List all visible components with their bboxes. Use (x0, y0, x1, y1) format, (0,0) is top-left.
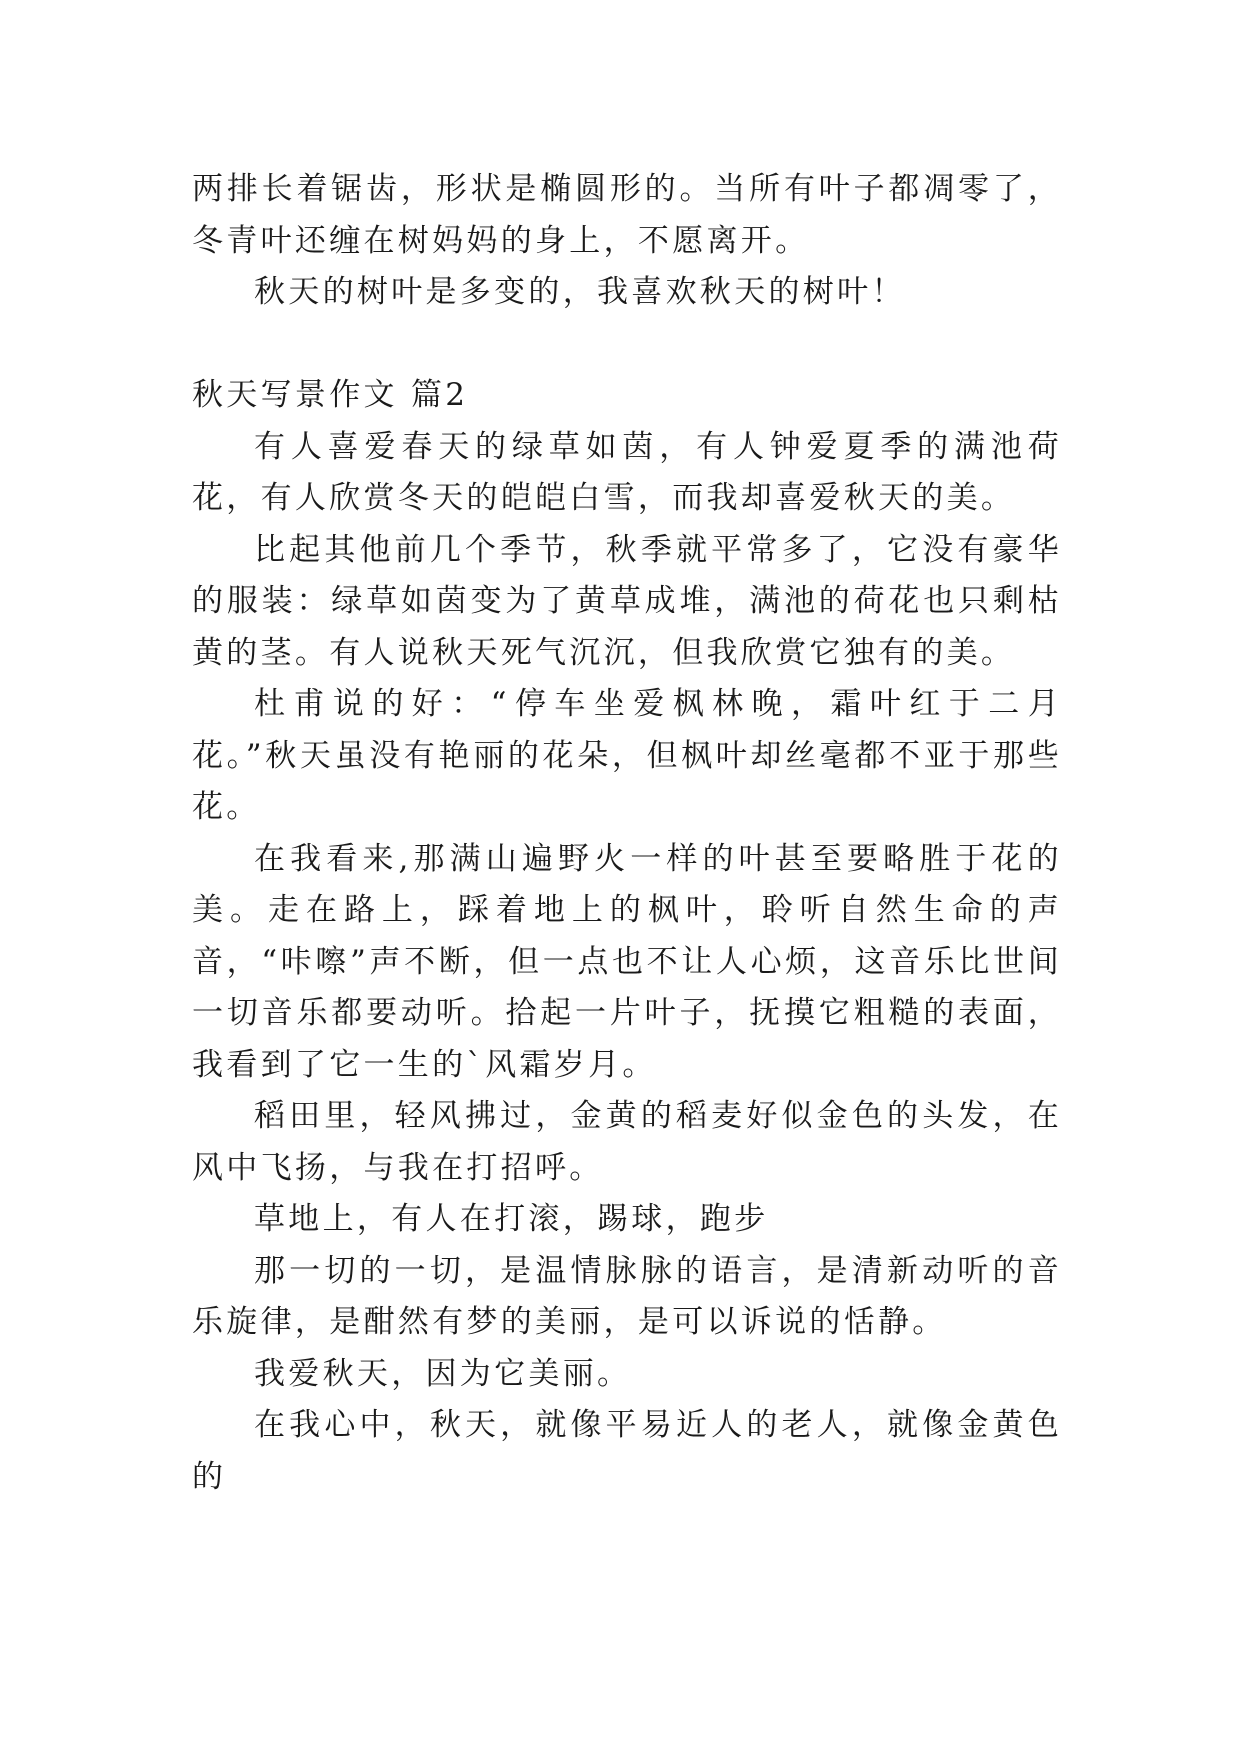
paragraph: 有人喜爱春天的绿草如茵，有人钟爱夏季的满池荷花，有人欣赏冬天的皑皑白雪，而我却喜爱秋天的美。 (192, 428, 1062, 516)
paragraph: 我爱秋天，因为它美丽。 (254, 1355, 632, 1392)
blank-line (192, 319, 1062, 371)
paragraph: 那一切的一切，是温情脉脉的语言，是清新动听的音乐旋律，是酣然有梦的美丽，是可以诉说的恬静。 (192, 1252, 1062, 1340)
paragraph: 比起其他前几个季节，秋季就平常多了，它没有豪华的服装：绿草如茵变为了黄草成堆，满池的荷花也只剩枯黄的茎。有人说秋天死气沉沉，但我欣赏它独有的美。 (192, 531, 1062, 671)
paragraph: 在我看来,那满山遍野火一样的叶甚至要略胜于花的美。走在路上，踩着地上的枫叶，聆听自然生命的声音，“咔嚓”声不断，但一点也不让人心烦，这音乐比世间一切音乐都要动听。拾起一片叶子，抚摸它粗糙的表面，我看到了它一生的`风霜岁月。 (192, 840, 1062, 1083)
paragraph: 秋天的树叶是多变的，我喜欢秋天的树叶！ (254, 274, 906, 310)
paragraph: 稻田里，轻风拂过，金黄的稻麦好似金色的头发，在风中飞扬，与我在打招呼。 (192, 1098, 1062, 1186)
document-body (192, 164, 1062, 1503)
paragraph: 草地上，有人在打滚，踢球，跑步 (254, 1201, 769, 1237)
section-heading: 秋天写景作文 篇2 (192, 377, 469, 413)
paragraph: 两排长着锯齿，形状是椭圆形的。当所有叶子都凋零了，冬青叶还缠在树妈妈的身上，不愿离开。 (192, 171, 1062, 259)
paragraph: 杜甫说的好：“停车坐爱枫林晚，霜叶红于二月花。”秋天虽没有艳丽的花朵，但枫叶却丝毫都不亚于那些花。 (192, 686, 1062, 825)
paragraph: 在我心中，秋天，就像平易近人的老人，就像金黄色的 (192, 1407, 1062, 1495)
